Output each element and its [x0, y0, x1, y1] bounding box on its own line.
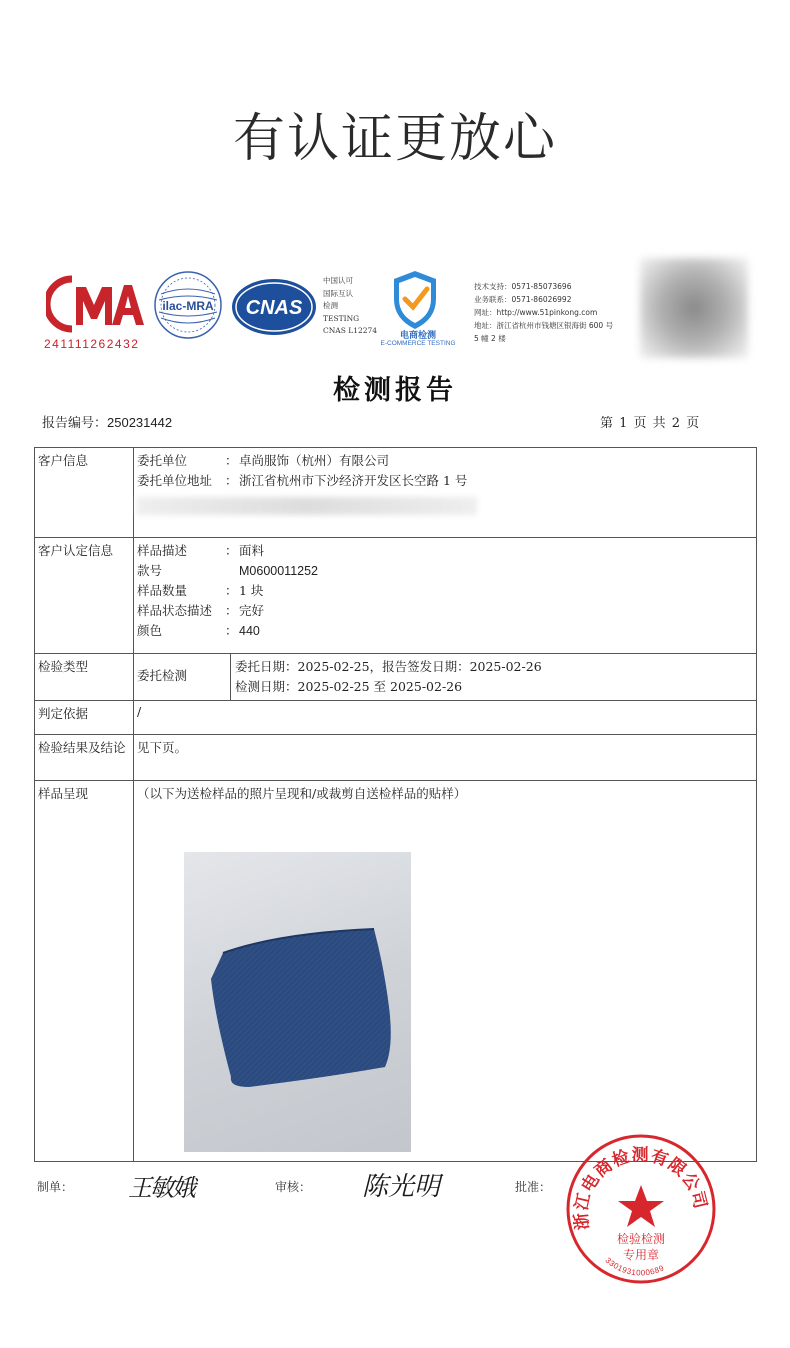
- svg-text:3301931000689: 3301931000689: [603, 1255, 666, 1278]
- svg-text:浙江电商检测有限公司: 浙江电商检测有限公司: [571, 1145, 711, 1231]
- inspection-row: [35, 654, 757, 701]
- official-stamp: [565, 1133, 717, 1285]
- ilac-mra-logo: [153, 270, 223, 340]
- review-signature: 陈光明: [362, 1172, 441, 1202]
- prepared-label: 制单：: [37, 1180, 74, 1194]
- ecommerce-cn: 电商检测: [399, 331, 436, 341]
- report-number: 报告编号：250231442: [42, 415, 173, 431]
- svg-text:检验检测: 检验检测: [616, 1232, 666, 1246]
- hero-title: 有认证更放心: [232, 109, 557, 169]
- sample-row: [35, 538, 757, 654]
- inspection-dates-1: 委托日期：2025-02-25，报告签发日期：2025-02-26: [235, 659, 542, 674]
- result-value: 见下页。: [134, 735, 757, 781]
- svg-text:专用章: 专用章: [622, 1248, 660, 1262]
- inspection-type: 委托检测: [134, 654, 231, 700]
- result-row: [35, 735, 757, 781]
- prepared-signature: 王敏娥: [128, 1174, 194, 1202]
- cnas-logo: [230, 277, 318, 337]
- inspection-label: 检验类型: [35, 654, 134, 701]
- fabric-swatch: [209, 927, 394, 1087]
- cma-number: 241111262432: [44, 337, 140, 351]
- result-label: 检验结果及结论: [35, 735, 134, 781]
- sample-photo: [184, 852, 411, 1152]
- inspection-dates-2: 检测日期：2025-02-25 至 2025-02-26: [235, 679, 463, 694]
- basis-value: /: [134, 701, 757, 735]
- ilac-text: ilac-MRA: [162, 299, 214, 313]
- blurred-line: [137, 497, 477, 515]
- blurred-qr-code: [640, 258, 748, 358]
- approve-label: 批准：: [515, 1180, 552, 1194]
- client-info: 委托单位 ： 卓尚服饰（杭州）有限公司 委托单位地址 ： 浙江省杭州市下沙经济开发区长空路 1 号: [134, 448, 757, 538]
- client-row: [35, 448, 757, 538]
- sample-info: 样品描述 ： 面料 款号 M0600011252 样品数量 ： 1 块 样品状态描述 ： 完好 颜色 ： 440: [134, 538, 757, 654]
- presentation-label: 样品呈现: [35, 781, 134, 1162]
- ecommerce-en: E-COMMERCE TESTING: [380, 340, 456, 347]
- cnas-cert-text: 中国认可 国际互认 检测 TESTING CNAS L12274: [323, 276, 378, 335]
- cma-logo: [46, 275, 146, 333]
- report-title: 检测报告: [333, 375, 457, 406]
- review-label: 审核：: [275, 1180, 312, 1194]
- cnas-text: CNAS: [245, 297, 303, 319]
- basis-label: 判定依据: [35, 701, 134, 735]
- basis-row: [35, 701, 757, 735]
- sample-label: 客户认定信息: [35, 538, 134, 654]
- contact-info: 技术支持：0571-85073696 业务联系：0571-86026992 网址：http://www.51pinkong.com 地址：浙江省杭州市钱塘区银海街 600 号 5 幢 2 楼: [474, 282, 614, 343]
- page-info: 第 1 页 共 2 页: [600, 416, 701, 431]
- presentation-note: （以下为送检样品的照片呈现和/或裁剪自送检样品的贴样）: [134, 781, 757, 1162]
- client-label: 客户信息: [35, 448, 134, 538]
- shield-check-icon: [390, 269, 440, 331]
